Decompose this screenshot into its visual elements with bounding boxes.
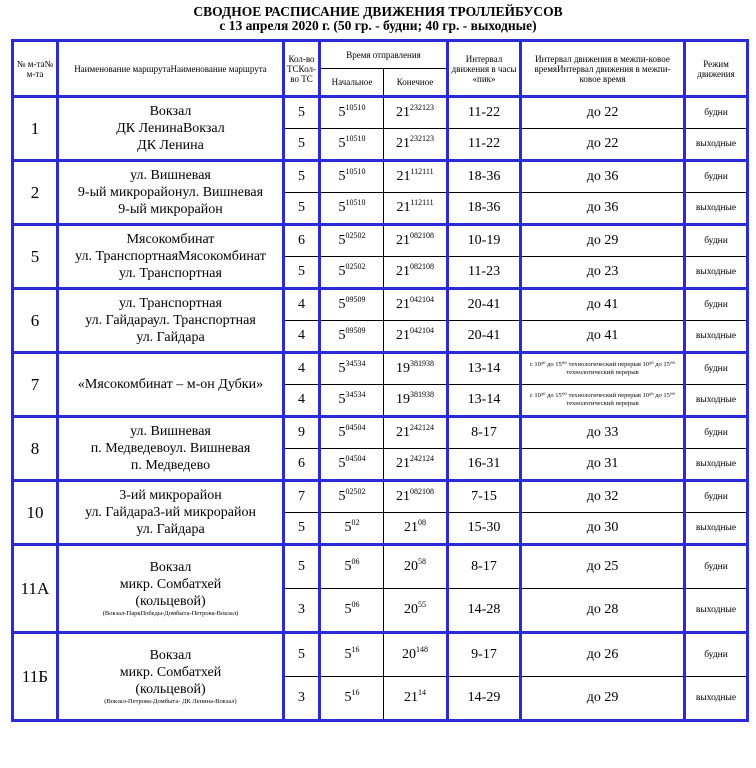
table-row <box>13 161 748 193</box>
route-name-line: «Мясокомбинат – м-он Дубки» <box>77 377 264 392</box>
start-time <box>320 545 384 589</box>
vehicle-count: 4 <box>284 385 320 417</box>
end-time <box>384 385 448 417</box>
route-note: (Вокзал-Петрова-Домбыта- ДК Ленина-Вокзал) <box>104 698 237 705</box>
start-time-hour: 5 <box>338 489 346 504</box>
route-name-line: 3-ий микрорайон <box>119 488 222 503</box>
start-time-hour: 5 <box>338 200 346 215</box>
route-name-line: микр. Сомбатхей <box>119 665 222 680</box>
end-time-minutes: 082108 <box>410 262 434 271</box>
start-time-minutes: 10510 <box>345 134 366 143</box>
route-name-line: ДК ЛенинаВокзал <box>116 121 225 136</box>
header-peak-interval: Интервал движения в часы «пик» <box>448 41 521 97</box>
start-time-hour: 5 <box>338 297 346 312</box>
end-time-hour: 21 <box>396 456 410 471</box>
route-name-line: Мясокомбинат <box>126 232 215 247</box>
end-time-hour: 21 <box>396 328 410 343</box>
route-name <box>58 545 284 633</box>
end-time <box>384 161 448 193</box>
route-name-line: ул. Вишневая <box>130 424 211 439</box>
end-time <box>384 513 448 545</box>
start-time-hour: 5 <box>338 169 346 184</box>
end-time-minutes: 381938 <box>410 359 434 368</box>
peak-interval: 11-23 <box>448 257 521 289</box>
offpeak-interval: до 36 <box>521 193 685 225</box>
header-vehicle-count: Кол-во ТСКол-во ТС <box>284 41 320 97</box>
vehicle-count: 5 <box>284 161 320 193</box>
route-number: 11А <box>13 545 58 633</box>
vehicle-count: 4 <box>284 289 320 321</box>
route-number: 5 <box>13 225 58 289</box>
start-time-minutes: 06 <box>351 600 360 609</box>
route-number: 2 <box>13 161 58 225</box>
peak-interval: 18-36 <box>448 193 521 225</box>
end-time-minutes: 242124 <box>410 423 434 432</box>
vehicle-count: 3 <box>284 677 320 721</box>
mode: будни <box>685 417 748 449</box>
route-name-line: ул. Гайдара <box>136 330 205 345</box>
start-time-minutes: 02502 <box>345 262 366 271</box>
offpeak-interval: до 36 <box>521 161 685 193</box>
mode: выходные <box>685 321 748 353</box>
vehicle-count: 5 <box>284 97 320 129</box>
mode: выходные <box>685 589 748 633</box>
end-time-hour: 21 <box>404 690 418 705</box>
route-name-line: ДК Ленина <box>137 138 204 153</box>
end-time-minutes: 381938 <box>410 390 434 399</box>
end-time <box>384 257 448 289</box>
route-name <box>58 633 284 721</box>
start-time <box>320 257 384 289</box>
end-time-minutes: 242124 <box>410 454 434 463</box>
start-time <box>320 161 384 193</box>
vehicle-count: 5 <box>284 633 320 677</box>
offpeak-interval: до 41 <box>521 289 685 321</box>
mode: будни <box>685 97 748 129</box>
start-time-minutes: 16 <box>351 645 360 654</box>
end-time-hour: 21 <box>396 136 410 151</box>
end-time <box>384 353 448 385</box>
route-number: 1 <box>13 97 58 161</box>
route-name-line: п. Медведево <box>130 458 211 473</box>
end-time-hour: 21 <box>396 264 410 279</box>
table-row <box>13 633 748 677</box>
end-time <box>384 129 448 161</box>
offpeak-interval: до 33 <box>521 417 685 449</box>
end-time <box>384 481 448 513</box>
end-time <box>384 589 448 633</box>
start-time-hour: 5 <box>338 361 346 376</box>
end-time-hour: 19 <box>396 361 410 376</box>
peak-interval: 16-31 <box>448 449 521 481</box>
start-time <box>320 97 384 129</box>
end-time-hour: 21 <box>396 105 410 120</box>
route-name-line: ул. Вишневая <box>130 168 211 183</box>
start-time-hour: 5 <box>344 559 352 574</box>
route-number: 11Б <box>13 633 58 721</box>
route-number: 6 <box>13 289 58 353</box>
route-number: 7 <box>13 353 58 417</box>
mode: будни <box>685 225 748 257</box>
offpeak-interval: до 23 <box>521 257 685 289</box>
route-name-line: (кольцевой) <box>135 594 206 609</box>
mode: будни <box>685 161 748 193</box>
vehicle-count: 5 <box>284 129 320 161</box>
route-name <box>58 353 284 417</box>
mode: будни <box>685 353 748 385</box>
route-note: (Вокзал-ПаркПобеды-Домбыта-Петрова-Вокзал) <box>102 610 239 617</box>
vehicle-count: 6 <box>284 449 320 481</box>
vehicle-count: 4 <box>284 321 320 353</box>
start-time-minutes: 04504 <box>345 454 366 463</box>
route-name-line: ул. Гайдара3-ий микрорайон <box>85 505 256 520</box>
end-time-hour: 20 <box>402 647 416 662</box>
peak-interval: 13-14 <box>448 385 521 417</box>
route-name-line: п. Медведевоул. Вишневая <box>90 441 251 456</box>
peak-interval: 8-17 <box>448 417 521 449</box>
start-time-minutes: 02 <box>351 518 360 527</box>
start-time-minutes: 09509 <box>345 295 366 304</box>
route-name-line: ул. Транспортная <box>119 266 222 281</box>
start-time-minutes: 10510 <box>345 167 366 176</box>
end-time <box>384 225 448 257</box>
end-time-minutes: 112111 <box>410 198 434 207</box>
mode: выходные <box>685 677 748 721</box>
header-route-name: Наименование маршрутаНаименование маршрута <box>58 41 284 97</box>
route-name <box>58 417 284 481</box>
mode: выходные <box>685 385 748 417</box>
table-row <box>13 289 748 321</box>
peak-interval: 20-41 <box>448 289 521 321</box>
peak-interval: 11-22 <box>448 97 521 129</box>
start-time <box>320 353 384 385</box>
route-name-line: Вокзал <box>149 104 192 119</box>
end-time-minutes: 042104 <box>410 326 434 335</box>
end-time-minutes: 14 <box>418 688 426 697</box>
end-time-hour: 21 <box>396 200 411 215</box>
end-time-hour: 20 <box>404 559 418 574</box>
start-time <box>320 129 384 161</box>
start-time <box>320 633 384 677</box>
table-row <box>13 97 748 129</box>
start-time-minutes: 34534 <box>345 390 366 399</box>
header-end-time: Конечное <box>384 69 448 97</box>
start-time-hour: 5 <box>338 328 346 343</box>
mode: выходные <box>685 193 748 225</box>
end-time <box>384 289 448 321</box>
start-time-hour: 5 <box>338 264 346 279</box>
start-time <box>320 289 384 321</box>
route-number: 8 <box>13 417 58 481</box>
route-name-line: ул. Транспортная <box>119 296 222 311</box>
end-time-hour: 21 <box>404 520 418 535</box>
route-name-line: 9-ый микрорайон <box>118 202 223 217</box>
vehicle-count: 5 <box>284 193 320 225</box>
start-time-minutes: 10510 <box>345 198 366 207</box>
end-time-minutes: 148 <box>416 645 428 654</box>
peak-interval: 11-22 <box>448 129 521 161</box>
end-time <box>384 321 448 353</box>
start-time <box>320 417 384 449</box>
end-time <box>384 193 448 225</box>
start-time-hour: 5 <box>344 647 352 662</box>
peak-interval: 20-41 <box>448 321 521 353</box>
offpeak-interval: до 26 <box>521 633 685 677</box>
vehicle-count: 6 <box>284 225 320 257</box>
peak-interval: 18-36 <box>448 161 521 193</box>
end-time <box>384 545 448 589</box>
vehicle-count: 5 <box>284 545 320 589</box>
start-time <box>320 193 384 225</box>
offpeak-interval: до 32 <box>521 481 685 513</box>
start-time-hour: 5 <box>344 520 352 535</box>
offpeak-interval: до 28 <box>521 589 685 633</box>
start-time <box>320 449 384 481</box>
end-time-minutes: 58 <box>418 557 426 566</box>
start-time <box>320 385 384 417</box>
start-time <box>320 481 384 513</box>
route-name-line: ул. Гайдараул. Транспортная <box>85 313 256 328</box>
start-time-hour: 5 <box>338 105 346 120</box>
start-time-minutes: 16 <box>351 688 360 697</box>
peak-interval: 7-15 <box>448 481 521 513</box>
offpeak-interval: до 30 <box>521 513 685 545</box>
route-name <box>58 97 284 161</box>
end-time-hour: 20 <box>404 602 418 617</box>
route-name <box>58 161 284 225</box>
route-name-line: Вокзал <box>149 648 192 663</box>
header-start-time: Начальное <box>320 69 384 97</box>
route-name-line: 9-ый микрорайонул. Вишневая <box>77 185 264 200</box>
route-number: 10 <box>13 481 58 545</box>
offpeak-interval: до 41 <box>521 321 685 353</box>
peak-interval: 14-29 <box>448 677 521 721</box>
end-time <box>384 449 448 481</box>
start-time-minutes: 02502 <box>345 487 366 496</box>
start-time-hour: 5 <box>344 690 352 705</box>
peak-interval: 14-28 <box>448 589 521 633</box>
vehicle-count: 7 <box>284 481 320 513</box>
mode: будни <box>685 289 748 321</box>
start-time-hour: 5 <box>344 602 352 617</box>
table-row <box>13 545 748 589</box>
end-time-minutes: 08 <box>418 518 426 527</box>
mode: выходные <box>685 257 748 289</box>
start-time-minutes: 10510 <box>345 103 366 112</box>
end-time <box>384 417 448 449</box>
table-row <box>13 417 748 449</box>
end-time-hour: 21 <box>396 425 410 440</box>
header-departure-time: Время отправления <box>320 41 448 69</box>
peak-interval: 13-14 <box>448 353 521 385</box>
offpeak-interval: до 31 <box>521 449 685 481</box>
header-offpeak-interval: Интервал движения в межпи-ковое времяИнтервал движения в межпи-ковое время <box>521 41 685 97</box>
start-time-minutes: 06 <box>351 557 360 566</box>
route-name-line: микр. Сомбатхей <box>119 577 222 592</box>
table-row <box>13 225 748 257</box>
end-time-minutes: 042104 <box>410 295 434 304</box>
end-time <box>384 97 448 129</box>
start-time <box>320 321 384 353</box>
mode: выходные <box>685 513 748 545</box>
mode: будни <box>685 481 748 513</box>
peak-interval: 8-17 <box>448 545 521 589</box>
route-name <box>58 225 284 289</box>
vehicle-count: 5 <box>284 513 320 545</box>
end-time-minutes: 082108 <box>410 231 434 240</box>
route-name-line: (кольцевой) <box>135 682 206 697</box>
page-title <box>0 0 756 33</box>
mode: выходные <box>685 449 748 481</box>
title-line-2: с 13 апреля 2020 г. (50 гр. - будни; 40 гр. - выходные) <box>219 18 537 33</box>
offpeak-interval: до 29 <box>521 677 685 721</box>
start-time-minutes: 04504 <box>345 423 366 432</box>
route-name-line: ул. ТранспортнаяМясокомбинат <box>75 249 266 264</box>
offpeak-interval: с 10³⁰ до 15⁰⁰ технологический перерыв 10³⁰ до 15⁰⁰ технологический перерыв <box>521 353 685 385</box>
start-time-hour: 5 <box>338 136 346 151</box>
start-time-hour: 5 <box>338 456 346 471</box>
end-time <box>384 677 448 721</box>
end-time-hour: 21 <box>396 489 410 504</box>
route-name-line: Вокзал <box>149 560 192 575</box>
start-time <box>320 513 384 545</box>
start-time-minutes: 02502 <box>345 231 366 240</box>
mode: будни <box>685 545 748 589</box>
end-time-hour: 21 <box>396 233 410 248</box>
table-row <box>13 481 748 513</box>
start-time <box>320 589 384 633</box>
vehicle-count: 5 <box>284 257 320 289</box>
vehicle-count: 3 <box>284 589 320 633</box>
end-time-minutes: 232123 <box>410 103 434 112</box>
end-time-hour: 21 <box>396 297 410 312</box>
end-time <box>384 633 448 677</box>
offpeak-interval: с 10³⁰ до 15⁰⁰ технологический перерыв 10³⁰ до 15⁰⁰ технологический перерыв <box>521 385 685 417</box>
end-time-minutes: 112111 <box>410 167 434 176</box>
route-name <box>58 481 284 545</box>
start-time-hour: 5 <box>338 233 346 248</box>
header-mode: Режим движения <box>685 41 748 97</box>
start-time <box>320 677 384 721</box>
start-time-hour: 5 <box>338 425 346 440</box>
schedule-table <box>11 39 749 722</box>
peak-interval: 10-19 <box>448 225 521 257</box>
vehicle-count: 9 <box>284 417 320 449</box>
header-route-number: № м-та№ м-та <box>13 41 58 97</box>
end-time-minutes: 55 <box>418 600 426 609</box>
mode: выходные <box>685 129 748 161</box>
end-time-minutes: 082108 <box>410 487 434 496</box>
route-name-line: ул. Гайдара <box>136 522 205 537</box>
peak-interval: 15-30 <box>448 513 521 545</box>
peak-interval: 9-17 <box>448 633 521 677</box>
vehicle-count: 4 <box>284 353 320 385</box>
start-time-hour: 5 <box>338 392 346 407</box>
end-time-hour: 21 <box>396 169 411 184</box>
route-name <box>58 289 284 353</box>
mode: будни <box>685 633 748 677</box>
table-row <box>13 353 748 385</box>
offpeak-interval: до 22 <box>521 97 685 129</box>
end-time-hour: 19 <box>396 392 410 407</box>
start-time-minutes: 34534 <box>345 359 366 368</box>
start-time-minutes: 09509 <box>345 326 366 335</box>
title-line-1: СВОДНОЕ РАСПИСАНИЕ ДВИЖЕНИЯ ТРОЛЛЕЙБУСОВ <box>193 4 563 19</box>
end-time-minutes: 232123 <box>410 134 434 143</box>
offpeak-interval: до 22 <box>521 129 685 161</box>
offpeak-interval: до 29 <box>521 225 685 257</box>
start-time <box>320 225 384 257</box>
offpeak-interval: до 25 <box>521 545 685 589</box>
